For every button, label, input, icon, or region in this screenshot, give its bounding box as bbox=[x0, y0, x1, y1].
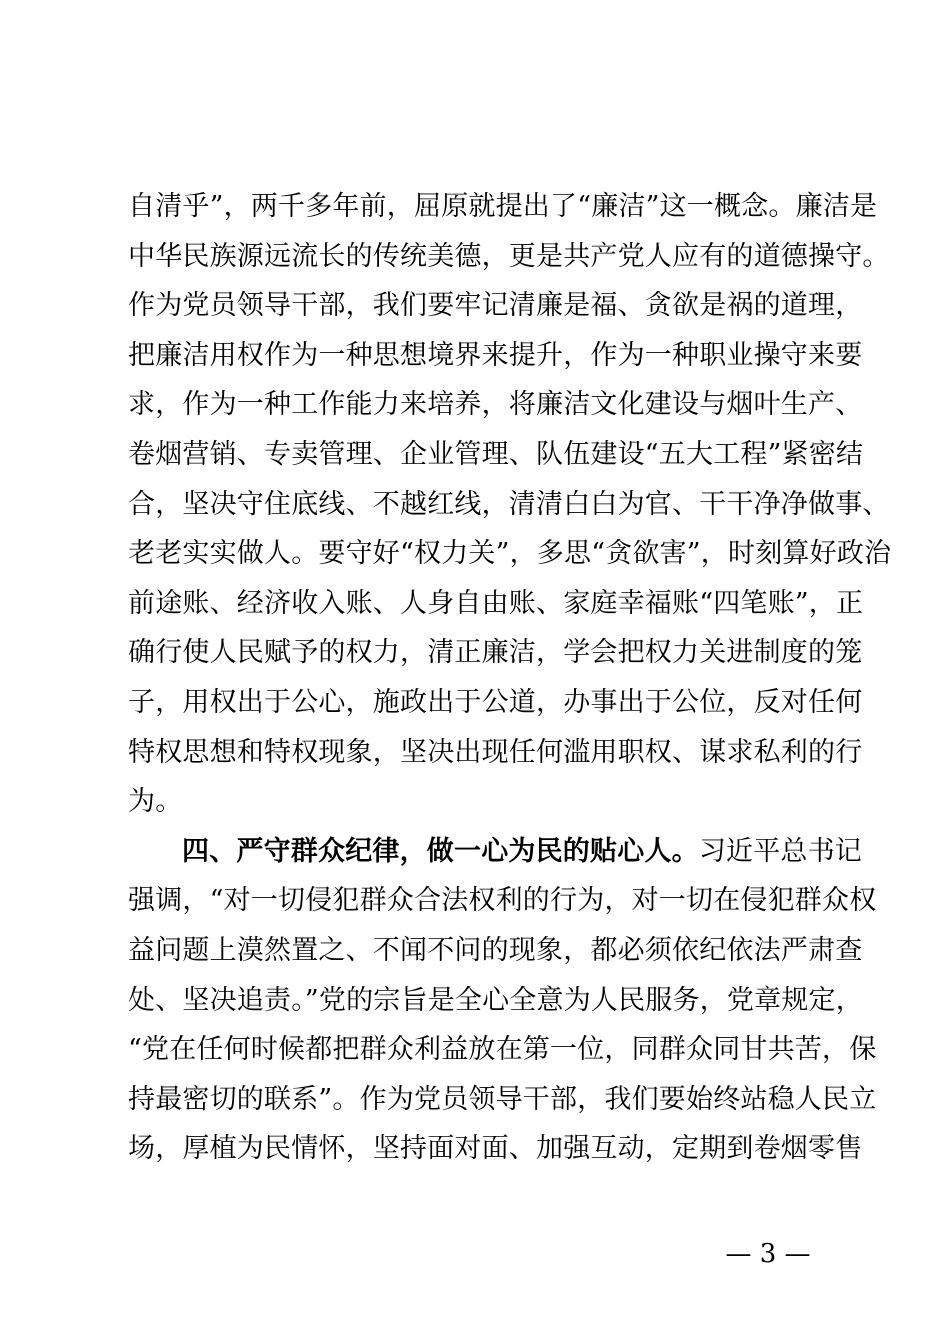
paragraph-line: 处、坚决追责。”党的宗旨是全心全意为人民服务，党章规定， bbox=[128, 984, 863, 1016]
paragraph-line: 场，厚植为民情怀，坚持面对面、加强互动，定期到卷烟零售 bbox=[128, 1133, 863, 1165]
paragraph-line: 为。 bbox=[128, 786, 183, 818]
paragraph-line: 强调，“对一切侵犯群众合法权利的行为，对一切在侵犯群众权 bbox=[128, 885, 877, 917]
paragraph-line: 自清乎”，两千多年前，屈原就提出了“廉洁”这一概念。廉洁是 bbox=[128, 191, 878, 222]
paragraph-line: 合，坚决守住底线、不越红线，清清白白为官、干干净净做事、 bbox=[128, 488, 890, 520]
document-body bbox=[128, 182, 892, 1174]
paragraph-line: 卷烟营销、专卖管理、企业管理、队伍建设“五大工程”紧密结 bbox=[128, 438, 864, 470]
paragraph-line: 持最密切的联系”。作为党员领导干部，我们要始终站稳人民立 bbox=[128, 1083, 877, 1115]
paragraph-line: 确行使人民赋予的权力，清正廉洁，学会把权力关进制度的笼 bbox=[128, 637, 863, 669]
section-heading-continuation: 习近平总书记 bbox=[698, 835, 863, 867]
page-number: — 3 — bbox=[725, 1239, 811, 1269]
paragraph-line: 子，用权出于公心，施政出于公道，办事出于公位，反对任何 bbox=[128, 686, 863, 718]
paragraph-line: 老老实实做人。要守好“权力关”，多思“贪欲害”，时刻算好政治 bbox=[128, 538, 892, 570]
paragraph-line: “党在任何时候都把群众利益放在第一位，同群众同甘共苦，保 bbox=[128, 1034, 877, 1066]
paragraph-line: 把廉洁用权作为一种思想境界来提升，作为一种职业操守来要 bbox=[128, 339, 863, 371]
paragraph-line: 益问题上漠然置之、不闻不问的现象，都必须依纪依法严肃查 bbox=[128, 934, 863, 966]
paragraph-line: 特权思想和特权现象，坚决出现任何滥用职权、谋求私利的行 bbox=[128, 736, 863, 768]
paragraph-line: 作为党员领导干部，我们要牢记清廉是福、贪欲是祸的道理， bbox=[128, 290, 863, 322]
section-first-line bbox=[128, 827, 863, 877]
paragraph-line: 求，作为一种工作能力来培养，将廉洁文化建设与烟叶生产、 bbox=[128, 389, 863, 421]
paragraph-line: 中华民族源远流长的传统美德，更是共产党人应有的道德操守。 bbox=[128, 240, 890, 272]
paragraph-line: 前途账、经济收入账、人身自由账、家庭幸福账“四笔账”，正 bbox=[128, 587, 864, 619]
section-heading: 四、严守群众纪律，做一心为民的贴心人。 bbox=[182, 835, 699, 867]
